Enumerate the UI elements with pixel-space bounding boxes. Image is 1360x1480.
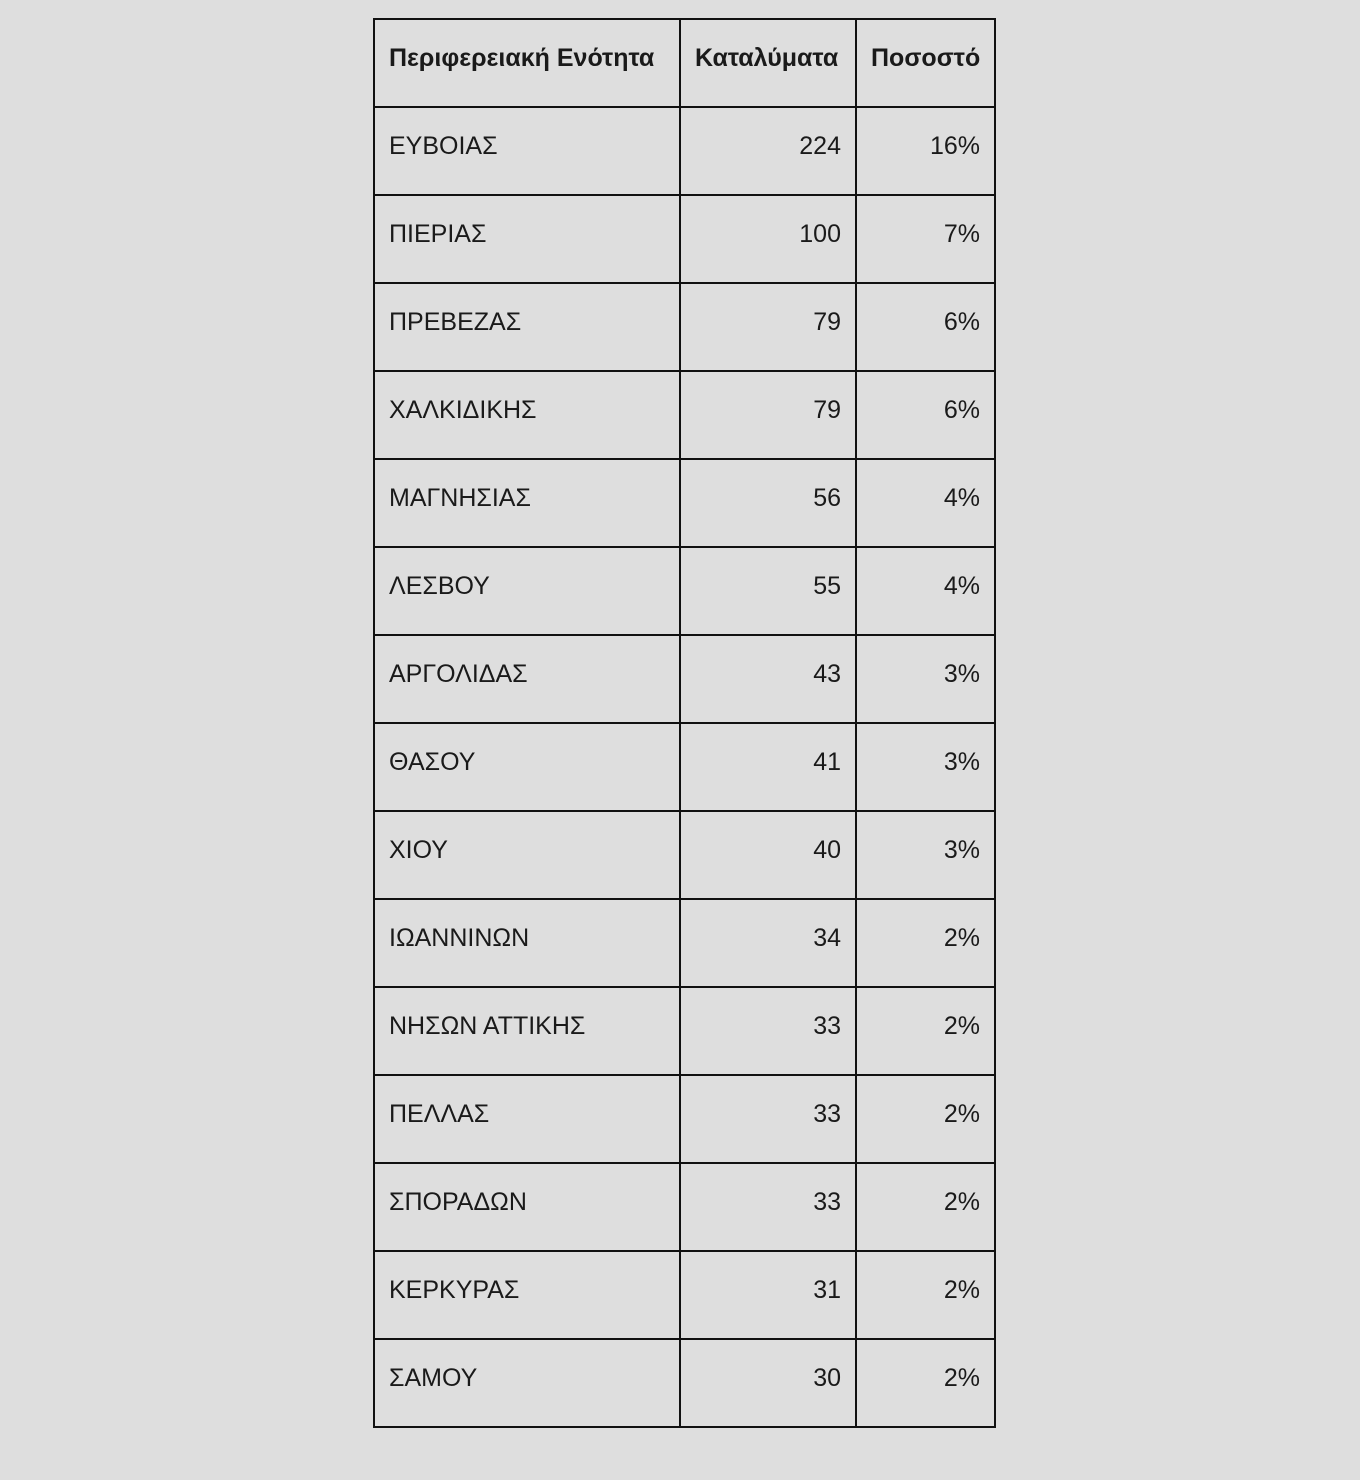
table-row — [374, 1163, 995, 1251]
header-accommodations: Καταλύματα — [680, 19, 856, 107]
cell-regional-unit: ΜΑΓΝΗΣΙΑΣ — [374, 459, 680, 547]
cell-regional-unit: ΘΑΣΟΥ — [374, 723, 680, 811]
cell-percentage: 6% — [856, 371, 995, 459]
cell-regional-unit: ΣΠΟΡΑΔΩΝ — [374, 1163, 680, 1251]
cell-regional-unit: ΠΙΕΡΙΑΣ — [374, 195, 680, 283]
cell-accommodations: 33 — [680, 1163, 856, 1251]
header-percentage: Ποσοστό — [856, 19, 995, 107]
table-row — [374, 635, 995, 723]
table-header-row — [374, 19, 995, 107]
cell-percentage: 3% — [856, 723, 995, 811]
cell-accommodations: 79 — [680, 283, 856, 371]
cell-percentage: 16% — [856, 107, 995, 195]
cell-accommodations: 31 — [680, 1251, 856, 1339]
cell-accommodations: 43 — [680, 635, 856, 723]
cell-regional-unit: ΠΕΛΛΑΣ — [374, 1075, 680, 1163]
cell-regional-unit: ΚΕΡΚΥΡΑΣ — [374, 1251, 680, 1339]
cell-accommodations: 30 — [680, 1339, 856, 1427]
table-body — [374, 107, 995, 1427]
cell-accommodations: 33 — [680, 987, 856, 1075]
cell-regional-unit: ΧΙΟΥ — [374, 811, 680, 899]
cell-accommodations: 33 — [680, 1075, 856, 1163]
header-regional-unit: Περιφερειακή Ενότητα — [374, 19, 680, 107]
table-row — [374, 107, 995, 195]
cell-accommodations: 224 — [680, 107, 856, 195]
cell-percentage: 2% — [856, 1075, 995, 1163]
table-row — [374, 1251, 995, 1339]
accommodations-table — [373, 18, 996, 1428]
cell-accommodations: 79 — [680, 371, 856, 459]
cell-percentage: 2% — [856, 1339, 995, 1427]
table-row — [374, 283, 995, 371]
cell-percentage: 2% — [856, 899, 995, 987]
cell-regional-unit: ΑΡΓΟΛΙΔΑΣ — [374, 635, 680, 723]
cell-regional-unit: ΣΑΜΟΥ — [374, 1339, 680, 1427]
cell-accommodations: 41 — [680, 723, 856, 811]
cell-regional-unit: ΕΥΒΟΙΑΣ — [374, 107, 680, 195]
cell-accommodations: 100 — [680, 195, 856, 283]
cell-accommodations: 56 — [680, 459, 856, 547]
cell-regional-unit: ΠΡΕΒΕΖΑΣ — [374, 283, 680, 371]
cell-regional-unit: ΝΗΣΩΝ ΑΤΤΙΚΗΣ — [374, 987, 680, 1075]
table-row — [374, 547, 995, 635]
cell-regional-unit: ΧΑΛΚΙΔΙΚΗΣ — [374, 371, 680, 459]
cell-percentage: 3% — [856, 635, 995, 723]
cell-regional-unit: ΛΕΣΒΟΥ — [374, 547, 680, 635]
cell-percentage: 4% — [856, 459, 995, 547]
table-row — [374, 723, 995, 811]
cell-percentage: 3% — [856, 811, 995, 899]
cell-accommodations: 55 — [680, 547, 856, 635]
table-row — [374, 371, 995, 459]
cell-accommodations: 40 — [680, 811, 856, 899]
cell-percentage: 6% — [856, 283, 995, 371]
cell-accommodations: 34 — [680, 899, 856, 987]
table-row — [374, 1075, 995, 1163]
cell-percentage: 4% — [856, 547, 995, 635]
table-row — [374, 987, 995, 1075]
cell-percentage: 2% — [856, 987, 995, 1075]
cell-percentage: 2% — [856, 1163, 995, 1251]
cell-percentage: 2% — [856, 1251, 995, 1339]
table-row — [374, 195, 995, 283]
cell-regional-unit: ΙΩΑΝΝΙΝΩΝ — [374, 899, 680, 987]
cell-percentage: 7% — [856, 195, 995, 283]
table-row — [374, 1339, 995, 1427]
table-row — [374, 899, 995, 987]
table-row — [374, 811, 995, 899]
table-row — [374, 459, 995, 547]
